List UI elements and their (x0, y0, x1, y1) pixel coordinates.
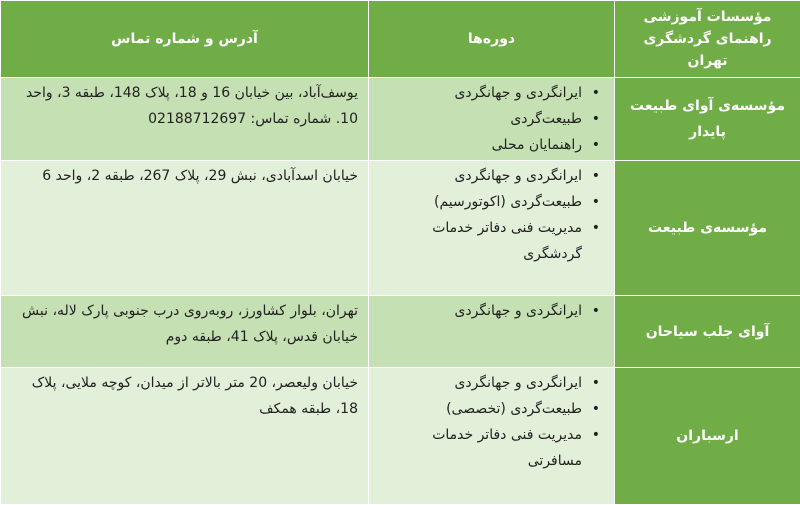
course-item: • طبیعت‌گردی (377, 106, 582, 132)
address-cell: خیابان ولیعصر، 20 متر بالاتر از میدان، کوچه ملایی، پلاک 18، طبقه همکف (1, 368, 369, 505)
address-cell: تهران، بلوار کشاورز، روبه‌روی درب جنوبی پارک لاله، نبش خیابان قدس، پلاک 41، طبقه دوم (1, 296, 369, 368)
institute-name: مؤسسه‌ی آوای طبیعت پایدار (615, 78, 800, 161)
table-row (1, 296, 800, 368)
courses-cell (369, 296, 615, 368)
course-item: • مدیریت فنی دفاتر خدمات گردشگری (377, 215, 582, 267)
header-address: آدرس و شماره تماس (1, 1, 369, 78)
courses-cell (369, 368, 615, 505)
institute-name: مؤسسه‌ی طبیعت (615, 161, 800, 296)
course-item: • طبیعت‌گردی (اکوتورسیم) (377, 189, 582, 215)
course-item: • طبیعت‌گردی (تخصصی) (377, 396, 582, 422)
header-institute: مؤسسات آموزشی راهنمای گردشگری تهران (615, 1, 800, 78)
course-item: • راهنمایان محلی (377, 132, 582, 158)
course-item: • مدیریت فنی دفاتر خدمات مسافرتی (377, 422, 582, 474)
address-cell: یوسف‌آباد، بین خیابان 16 و 18، پلاک 148، طبقه 3، واحد 10. شماره تماس: 02188712697 (1, 78, 369, 161)
table-row (1, 161, 800, 296)
courses-list (377, 370, 604, 474)
courses-list (377, 163, 604, 267)
institute-name: آوای جلب سیاحان (615, 296, 800, 368)
course-item: • ایرانگردی و جهانگردی (377, 163, 582, 189)
table-row (1, 368, 800, 505)
course-item: • ایرانگردی و جهانگردی (377, 298, 582, 324)
courses-list (377, 80, 604, 158)
header-row (1, 1, 800, 78)
course-item: • ایرانگردی و جهانگردی (377, 370, 582, 396)
institute-name: ارسباران (615, 368, 800, 505)
address-cell: خیابان اسدآبادی، نبش 29، پلاک 267، طبقه 2، واحد 6 (1, 161, 369, 296)
header-courses: دوره‌ها (369, 1, 615, 78)
courses-list (377, 298, 604, 324)
table-row (1, 78, 800, 161)
courses-cell (369, 161, 615, 296)
course-item: • ایرانگردی و جهانگردی (377, 80, 582, 106)
courses-cell (369, 78, 615, 161)
